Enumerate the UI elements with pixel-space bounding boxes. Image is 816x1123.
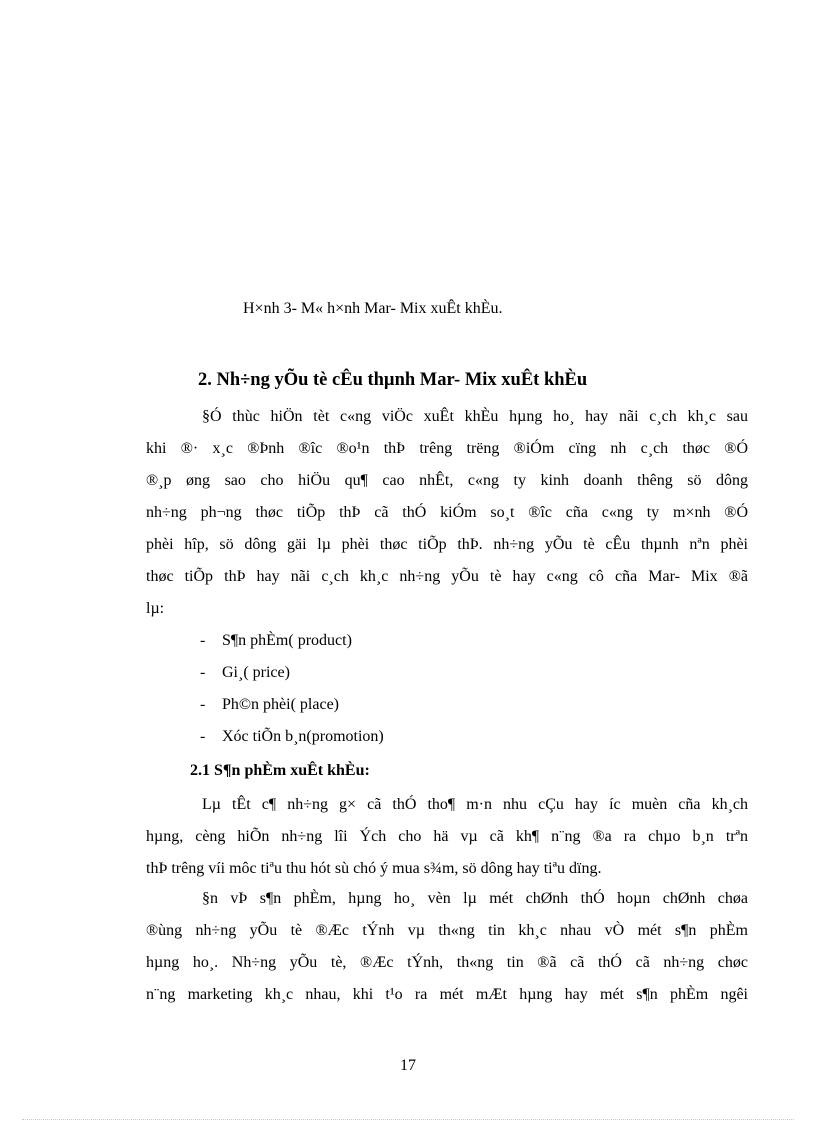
bullet-text: Gi¸( price) (222, 664, 290, 681)
bullet-marker: - (200, 632, 206, 649)
paragraph-line: hµng, cèng hiÕn nh÷ng lîi Ých cho hä vµ cã kh¶ n¨ng ®a ra chµo b¸n trªn (146, 828, 748, 845)
bullet-marker: - (200, 696, 206, 713)
paragraph-line: nh÷ng ph¬ng thøc tiÕp thÞ cã thÓ kiÓm so¸t ®îc cña c«ng ty m×nh ®Ó (146, 504, 748, 521)
paragraph-line: phèi hîp, sö dông gäi lµ phèi thøc tiÕp thÞ. nh÷ng yÕu tè cÊu thµnh nªn phèi (146, 536, 748, 553)
paragraph-line: ®¸p øng sao cho hiÖu qu¶ cao nhÊt, c«ng ty kinh doanh thêng sö dông (146, 472, 748, 489)
figure-caption: H×nh 3- M« h×nh Mar- Mix xuÊt khÈu. (243, 300, 503, 317)
bullet-marker: - (200, 664, 206, 681)
bullet-text: Xóc tiÕn b¸n(promotion) (222, 728, 384, 745)
paragraph-line: khi ®· x¸c ®Þnh ®îc ®o¹n thÞ trêng trëng ®iÓm cïng nh c¸ch thøc ®Ó (146, 440, 748, 457)
paragraph-line: Lµ tÊt c¶ nh÷ng g× cã thÓ tho¶ m·n nhu cÇu hay íc muèn cña kh¸ch (202, 796, 748, 813)
section-heading: 2. Nh÷ng yÕu tè cÊu thµnh Mar- Mix xuÊt khÈu (198, 370, 588, 390)
bullet-text: Ph©n phèi( place) (222, 696, 340, 713)
paragraph-line: thøc tiÕp thÞ hay nãi c¸ch kh¸c nh÷ng yÕu tè hay c«ng cô cña Mar- Mix ®ã (146, 568, 748, 585)
paragraph-line: n¨ng marketing kh¸c nhau, khi t¹o ra mét mÆt hµng hay mét s¶n phÈm ngêi (146, 986, 748, 1003)
paragraph-line: hµng ho¸. Nh÷ng yÕu tè, ®Æc tÝnh, th«ng tin ®ã cã thÓ cã nh÷ng chøc (146, 954, 748, 971)
bullet-marker: - (200, 728, 206, 745)
paragraph-line: §Ó thùc hiÖn tèt c«ng viÖc xuÊt khÈu hµng ho¸ hay nãi c¸ch kh¸c sau (202, 408, 748, 425)
paragraph-line: §n vÞ s¶n phÈm, hµng ho¸ vèn lµ mét chØnh thÓ hoµn chØnh chøa (202, 890, 748, 907)
paragraph-line: ®ùng nh÷ng yÕu tè ®Æc tÝnh vµ th«ng tin kh¸c nhau vÒ mét s¶n phÈm (146, 922, 748, 939)
page-number: 17 (400, 1057, 416, 1074)
page-bottom-divider (22, 1119, 794, 1120)
paragraph-line: lµ: (146, 600, 165, 617)
paragraph-line: thÞ trêng víi môc tiªu thu hót sù chó ý mua s¾m, sö dông hay tiªu dïng. (146, 860, 602, 877)
bullet-text: S¶n phÈm( product) (222, 632, 352, 649)
subsection-heading: 2.1 S¶n phÈm xuÊt khÈu: (190, 762, 370, 779)
